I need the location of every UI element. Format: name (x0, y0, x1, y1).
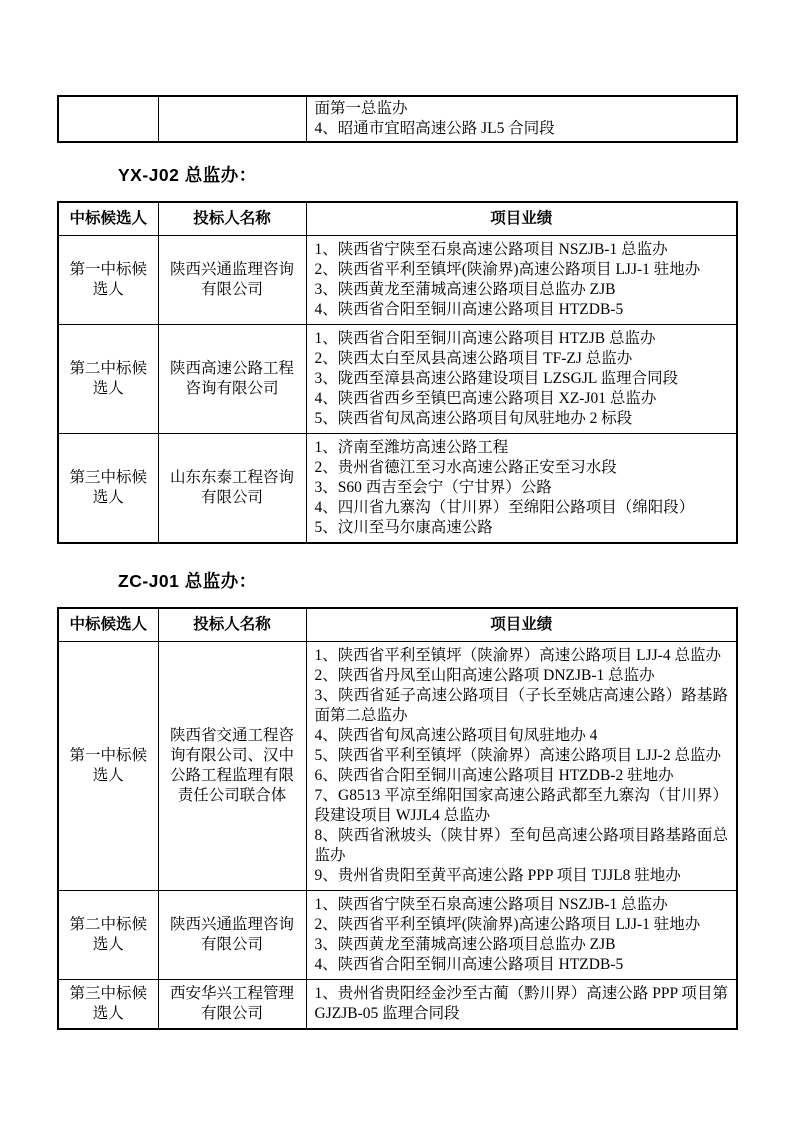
table-row (58, 434, 737, 544)
project-line: 3、陕西黄龙至蒲城高速公路项目总监办 ZJB (314, 936, 616, 953)
candidate-cell: 第一中标候选人 (58, 642, 158, 891)
project-line: 4、陕西省旬凤高速公路项目旬凤驻地办 4 (314, 727, 598, 744)
column-header-candidate: 中标候选人 (58, 608, 158, 642)
projects-cell (306, 434, 737, 544)
candidate-cell: 第二中标候选人 (58, 891, 158, 980)
bidder-cell: 陕西高速公路工程咨询有限公司 (158, 325, 306, 434)
project-line: 2、陕西太白至凤县高速公路项目 TF-ZJ 总监办 (314, 350, 633, 367)
bid-candidates-table-zc-j01 (57, 607, 738, 1030)
candidate-cell: 第三中标候选人 (58, 980, 158, 1030)
projects-cell (306, 642, 737, 891)
project-line: 9、贵州省贵阳至黄平高速公路 PPP 项目 TJJL8 驻地办 (314, 867, 681, 884)
candidate-cell: 第二中标候选人 (58, 325, 158, 434)
table-header-row (58, 202, 737, 236)
column-header-bidder: 投标人名称 (158, 202, 306, 236)
project-line: 3、S60 西吉至会宁（宁甘界）公路 (314, 479, 552, 496)
project-line: 5、汶川至马尔康高速公路 (314, 519, 493, 536)
candidate-cell: 第三中标候选人 (58, 434, 158, 544)
projects-cell (306, 891, 737, 980)
section-heading-zc-j01: ZC-J01 总监办： (118, 571, 257, 591)
candidate-cell-empty (58, 96, 158, 142)
project-line: 1、陕西省宁陕至石泉高速公路项目 NSZJB-1 总监办 (314, 241, 668, 258)
column-header-bidder: 投标人名称 (158, 608, 306, 642)
bidder-cell: 山东东泰工程咨询有限公司 (158, 434, 306, 544)
project-line: 4、四川省九寨沟（甘川界）至绵阳公路项目（绵阳段） (314, 499, 695, 516)
candidate-cell: 第一中标候选人 (58, 236, 158, 325)
projects-cell (306, 980, 737, 1030)
project-line: 7、G8513 平凉至绵阳国家高速公路武都至九寨沟（甘川界）段建设项目 WJJL4 总监办 (314, 787, 728, 824)
bidder-cell: 陕西兴通监理咨询有限公司 (158, 236, 306, 325)
projects-cell (306, 236, 737, 325)
project-line: 5、陕西省旬凤高速公路项目旬凤驻地办 2 标段 (314, 410, 633, 427)
project-line: 3、陇西至漳县高速公路建设项目 LZSGJL 监理合同段 (314, 370, 679, 387)
table-row (58, 236, 737, 325)
project-line: 4、陕西省合阳至铜川高速公路项目 HTZDB-5 (314, 956, 624, 973)
project-line: 4、陕西省西乡至镇巴高速公路项目 XZ-J01 总监办 (314, 390, 657, 407)
bidder-cell: 西安华兴工程管理有限公司 (158, 980, 306, 1030)
project-line: 8、陕西省湫坡头（陕甘界）至旬邑高速公路项目路基路面总监办 (314, 827, 728, 864)
table-row (58, 325, 737, 434)
table-row (58, 980, 737, 1030)
project-line: 2、陕西省平利至镇坪(陕渝界)高速公路项目 LJJ-1 驻地办 (314, 261, 701, 278)
projects-cell (306, 325, 737, 434)
project-line: 1、陕西省宁陕至石泉高速公路项目 NSZJB-1 总监办 (314, 896, 668, 913)
project-line: 1、陕西省平利至镇坪（陕渝界）高速公路项目 LJJ-4 总监办 (314, 647, 721, 664)
table-header-row (58, 608, 737, 642)
bidder-cell: 陕西兴通监理咨询有限公司 (158, 891, 306, 980)
continuation-table (57, 95, 738, 143)
project-line: 5、陕西省平利至镇坪（陕渝界）高速公路项目 LJJ-2 总监办 (314, 747, 721, 764)
table-row (58, 891, 737, 980)
project-line: 6、陕西省合阳至铜川高速公路项目 HTZDB-2 驻地办 (314, 767, 674, 784)
project-line: 1、贵州省贵阳经金沙至古蔺（黔川界）高速公路 PPP 项目第 GJZJB-05 监理合同段 (314, 985, 728, 1022)
column-header-candidate: 中标候选人 (58, 202, 158, 236)
table-row (58, 642, 737, 891)
bid-candidates-table-yx-j02 (57, 201, 738, 544)
project-line: 2、陕西省丹凤至山阳高速公路项 DNZJB-1 总监办 (314, 667, 655, 684)
project-line: 4、陕西省合阳至铜川高速公路项目 HTZDB-5 (314, 301, 624, 318)
column-header-projects: 项目业绩 (306, 202, 737, 236)
table-row (58, 96, 737, 142)
project-line: 2、陕西省平利至镇坪(陕渝界)高速公路项目 LJJ-1 驻地办 (314, 916, 701, 933)
project-line: 3、陕西省延子高速公路项目（子长至姚店高速公路）路基路面第二总监办 (314, 687, 728, 724)
project-line: 4、昭通市宜昭高速公路 JL5 合同段 (314, 120, 555, 137)
section-heading-yx-j02: YX-J02 总监办： (118, 165, 257, 185)
column-header-projects: 项目业绩 (306, 608, 737, 642)
projects-cell (306, 96, 737, 142)
bidder-cell-empty (158, 96, 306, 142)
project-line: 1、陕西省合阳至铜川高速公路项目 HTZJB 总监办 (314, 330, 656, 347)
project-line: 面第一总监办 (314, 100, 408, 117)
project-line: 1、济南至潍坊高速公路工程 (314, 439, 509, 456)
bidder-cell: 陕西省交通工程咨询有限公司、汉中公路工程监理有限责任公司联合体 (158, 642, 306, 891)
project-line: 3、陕西黄龙至蒲城高速公路项目总监办 ZJB (314, 281, 616, 298)
project-line: 2、贵州省德江至习水高速公路正安至习水段 (314, 459, 617, 476)
